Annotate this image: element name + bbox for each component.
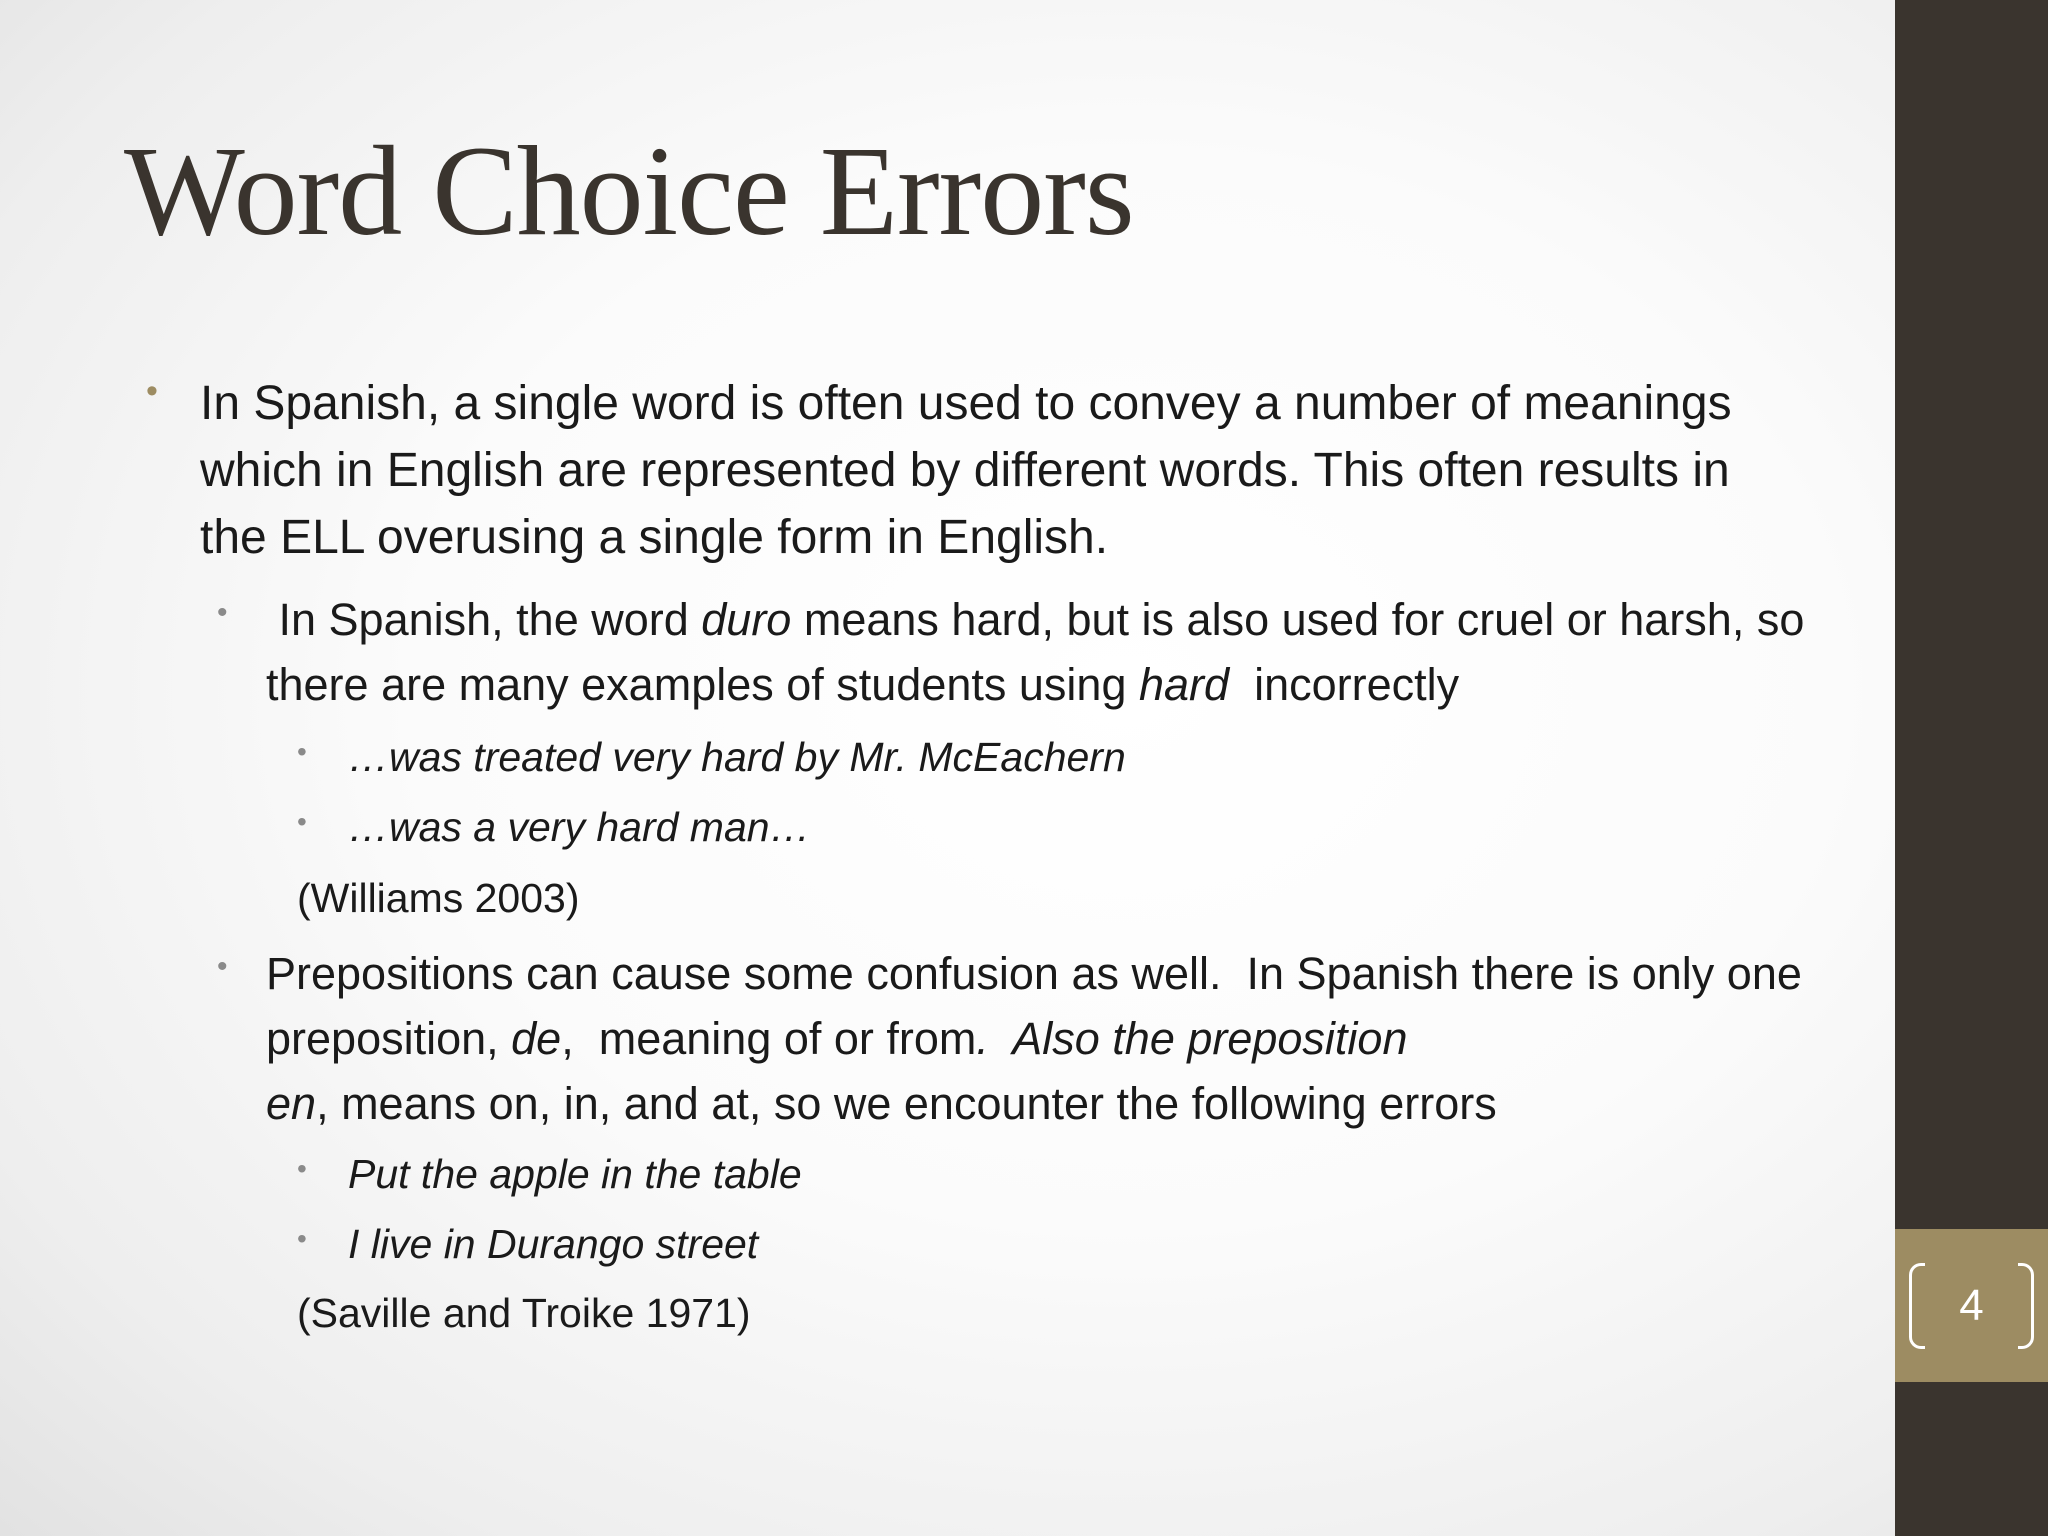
example-text: …was treated very hard by Mr. McEachern: [348, 734, 1126, 780]
bullet-paragraph-1: [200, 370, 1800, 571]
bullet-dot-icon: •: [297, 736, 307, 767]
bullet-3-text-b: , meaning of or from: [561, 1013, 977, 1064]
bullet-3-italic-en: en: [266, 1078, 317, 1129]
bullet-dot-icon: •: [297, 806, 307, 837]
bullet-1-text: In Spanish, a single word is often used to convey a number of meanings which in English are represented by different words. This often results in the ELL overusing a single form in English.: [200, 377, 1732, 564]
bullet-dot-icon: •: [297, 1223, 307, 1254]
example-text: Put the apple in the table: [348, 1151, 802, 1197]
example-line: [348, 1149, 802, 1199]
bullet-dot-icon: •: [217, 596, 228, 629]
bullet-2-text-b: means hard, but is also used for cruel or harsh, so there are many examples of students using: [266, 594, 1805, 710]
citation-text: (Saville and Troike 1971): [297, 1290, 751, 1336]
bullet-3-text-c: , means on, in, and at, so we encounter the following errors: [316, 1078, 1497, 1129]
slide-title: Word Choice Errors: [124, 120, 1134, 262]
bullet-dot-icon: •: [297, 1153, 307, 1184]
bullet-3-text-period: . Also the preposition: [976, 1013, 1420, 1064]
example-line: [348, 1219, 758, 1269]
bullet-paragraph-3: [266, 941, 1836, 1136]
bullet-paragraph-2: [266, 587, 1826, 717]
bullet-2-italic-duro: duro: [701, 594, 792, 645]
page-number-badge: [1895, 1229, 2048, 1382]
citation: [297, 1288, 751, 1338]
bullet-dot-icon: •: [146, 372, 158, 410]
bullet-2-italic-hard: hard: [1138, 659, 1230, 710]
citation-text: (Williams 2003): [297, 875, 580, 921]
bullet-2-text-a: In Spanish, the word: [266, 594, 702, 645]
citation: [297, 873, 580, 923]
example-text: …was a very hard man…: [348, 804, 811, 850]
bullet-2-text-c: incorrectly: [1229, 659, 1460, 710]
example-line: [348, 802, 811, 852]
bullet-3-italic-de: de: [511, 1013, 562, 1064]
bullet-dot-icon: •: [217, 950, 228, 983]
example-line: [348, 732, 1126, 782]
bullet-3-text-a: Prepositions can cause some confusion as well. In Spanish there is only one preposition,: [266, 948, 1815, 1064]
example-text: I live in Durango street: [348, 1221, 759, 1267]
page-number: 4: [1959, 1281, 1984, 1330]
